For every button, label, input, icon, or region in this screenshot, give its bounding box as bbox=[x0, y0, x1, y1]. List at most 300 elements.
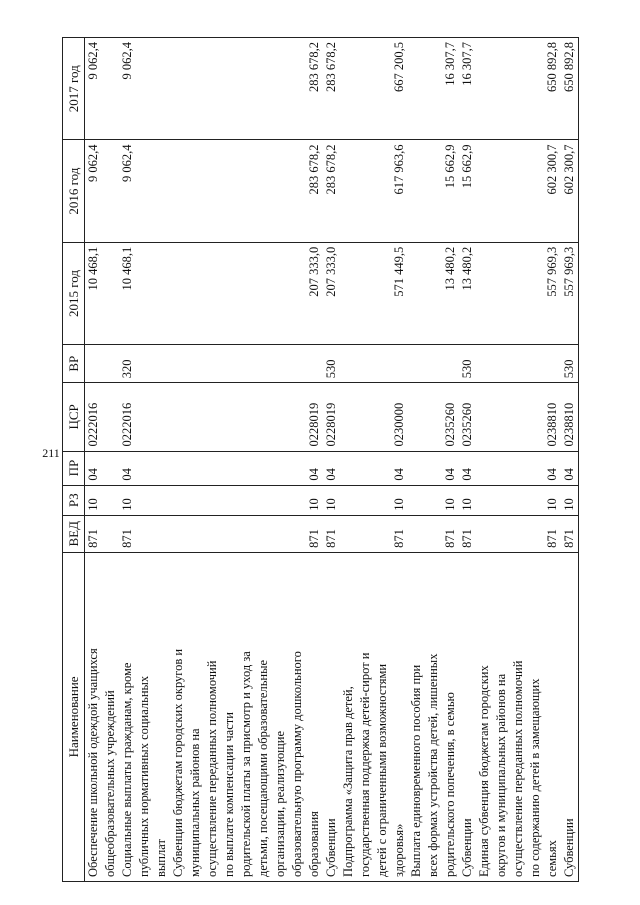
cell-csr bbox=[238, 383, 255, 451]
cell-rz bbox=[408, 485, 425, 515]
table-row bbox=[323, 38, 340, 882]
cell-ved: 871 bbox=[544, 515, 561, 552]
table-row bbox=[510, 38, 527, 882]
cell-name: семьях bbox=[544, 552, 561, 881]
cell-name: детей с ограниченными возможностями bbox=[374, 552, 391, 881]
cell-ved bbox=[187, 515, 204, 552]
cell-2016 bbox=[408, 140, 425, 242]
cell-csr bbox=[340, 383, 357, 451]
cell-pr bbox=[527, 451, 544, 485]
cell-rz bbox=[187, 485, 204, 515]
cell-name: осуществление переданных полномочий bbox=[510, 552, 527, 881]
cell-pr bbox=[238, 451, 255, 485]
cell-name: Субвенции bbox=[323, 552, 340, 881]
cell-pr: 04 bbox=[323, 451, 340, 485]
cell-2016 bbox=[187, 140, 204, 242]
cell-2015: 207 333,0 bbox=[323, 242, 340, 344]
cell-pr: 04 bbox=[391, 451, 408, 485]
cell-vr bbox=[527, 345, 544, 383]
cell-ved: 871 bbox=[119, 515, 136, 552]
cell-2016 bbox=[476, 140, 493, 242]
cell-csr bbox=[476, 383, 493, 451]
cell-vr bbox=[102, 345, 119, 383]
table-body bbox=[85, 38, 579, 882]
table-row bbox=[272, 38, 289, 882]
cell-name: по выплате компенсации части bbox=[221, 552, 238, 881]
cell-2016 bbox=[204, 140, 221, 242]
cell-2017 bbox=[527, 38, 544, 140]
cell-csr bbox=[255, 383, 272, 451]
cell-pr: 04 bbox=[85, 451, 103, 485]
cell-2016: 283 678,2 bbox=[306, 140, 323, 242]
cell-csr: 0235260 bbox=[442, 383, 459, 451]
cell-pr bbox=[204, 451, 221, 485]
table-row bbox=[221, 38, 238, 882]
cell-2017 bbox=[493, 38, 510, 140]
cell-rz bbox=[238, 485, 255, 515]
table-row bbox=[357, 38, 374, 882]
table-row bbox=[391, 38, 408, 882]
table-row bbox=[306, 38, 323, 882]
cell-rz bbox=[102, 485, 119, 515]
cell-ved bbox=[170, 515, 187, 552]
cell-2017 bbox=[289, 38, 306, 140]
cell-ved bbox=[204, 515, 221, 552]
table-row bbox=[425, 38, 442, 882]
header-vr: ВР bbox=[63, 345, 85, 383]
cell-2017 bbox=[374, 38, 391, 140]
cell-2016: 602 300,7 bbox=[544, 140, 561, 242]
cell-name: государственная поддержка детей-сирот и bbox=[357, 552, 374, 881]
cell-csr bbox=[493, 383, 510, 451]
cell-csr bbox=[221, 383, 238, 451]
cell-rz: 10 bbox=[561, 485, 579, 515]
cell-ved: 871 bbox=[85, 515, 103, 552]
table-row bbox=[527, 38, 544, 882]
table-header-row bbox=[63, 38, 85, 882]
table-row bbox=[255, 38, 272, 882]
cell-2017 bbox=[170, 38, 187, 140]
cell-2016: 15 662,9 bbox=[459, 140, 476, 242]
cell-rz: 10 bbox=[442, 485, 459, 515]
cell-2016 bbox=[102, 140, 119, 242]
cell-2015 bbox=[255, 242, 272, 344]
cell-vr bbox=[408, 345, 425, 383]
cell-2017 bbox=[102, 38, 119, 140]
cell-2017 bbox=[153, 38, 170, 140]
cell-ved bbox=[357, 515, 374, 552]
cell-vr bbox=[391, 345, 408, 383]
cell-rz bbox=[153, 485, 170, 515]
cell-name: родительской платы за присмотр и уход за bbox=[238, 552, 255, 881]
cell-2015: 10 468,1 bbox=[85, 242, 103, 344]
table-row bbox=[493, 38, 510, 882]
cell-csr: 0230000 bbox=[391, 383, 408, 451]
budget-table bbox=[62, 37, 579, 882]
cell-2016: 617 963,6 bbox=[391, 140, 408, 242]
cell-2017 bbox=[272, 38, 289, 140]
cell-rz bbox=[510, 485, 527, 515]
cell-2017 bbox=[408, 38, 425, 140]
cell-2017 bbox=[510, 38, 527, 140]
cell-csr: 0228019 bbox=[323, 383, 340, 451]
cell-2016 bbox=[272, 140, 289, 242]
table-row bbox=[136, 38, 153, 882]
cell-rz: 10 bbox=[323, 485, 340, 515]
cell-2016 bbox=[357, 140, 374, 242]
cell-2015 bbox=[510, 242, 527, 344]
cell-csr bbox=[357, 383, 374, 451]
cell-name: образовательную программу дошкольного bbox=[289, 552, 306, 881]
cell-pr bbox=[272, 451, 289, 485]
cell-pr bbox=[136, 451, 153, 485]
cell-vr bbox=[340, 345, 357, 383]
cell-ved bbox=[527, 515, 544, 552]
table-row bbox=[153, 38, 170, 882]
page-number: 211 bbox=[42, 446, 60, 460]
cell-2016: 602 300,7 bbox=[561, 140, 579, 242]
cell-rz bbox=[476, 485, 493, 515]
cell-2015: 10 468,1 bbox=[119, 242, 136, 344]
cell-2016 bbox=[527, 140, 544, 242]
cell-csr bbox=[374, 383, 391, 451]
header-name: Наименование bbox=[63, 552, 85, 881]
cell-2016 bbox=[374, 140, 391, 242]
cell-rz: 10 bbox=[85, 485, 103, 515]
table-row bbox=[561, 38, 579, 882]
table-row bbox=[85, 38, 103, 882]
cell-2016: 283 678,2 bbox=[323, 140, 340, 242]
cell-name: всех формах устройства детей, лишенных bbox=[425, 552, 442, 881]
cell-name: организации, реализующие bbox=[272, 552, 289, 881]
cell-2017: 650 892,8 bbox=[561, 38, 579, 140]
cell-2015 bbox=[357, 242, 374, 344]
cell-2017: 283 678,2 bbox=[323, 38, 340, 140]
cell-vr bbox=[136, 345, 153, 383]
cell-pr bbox=[374, 451, 391, 485]
cell-csr: 0228019 bbox=[306, 383, 323, 451]
cell-2017 bbox=[238, 38, 255, 140]
cell-pr: 04 bbox=[544, 451, 561, 485]
cell-pr bbox=[221, 451, 238, 485]
table-row bbox=[408, 38, 425, 882]
table-row bbox=[289, 38, 306, 882]
cell-ved bbox=[153, 515, 170, 552]
header-2016: 2016 год bbox=[63, 140, 85, 242]
cell-ved: 871 bbox=[442, 515, 459, 552]
cell-2015: 557 969,3 bbox=[561, 242, 579, 344]
cell-vr bbox=[544, 345, 561, 383]
cell-name: Единая субвенция бюджетам городских bbox=[476, 552, 493, 881]
cell-name: по содержанию детей в замещающих bbox=[527, 552, 544, 881]
cell-2016 bbox=[136, 140, 153, 242]
cell-pr bbox=[289, 451, 306, 485]
cell-csr bbox=[408, 383, 425, 451]
cell-2017: 283 678,2 bbox=[306, 38, 323, 140]
cell-2015 bbox=[374, 242, 391, 344]
cell-vr bbox=[476, 345, 493, 383]
cell-2015: 207 333,0 bbox=[306, 242, 323, 344]
cell-ved: 871 bbox=[459, 515, 476, 552]
cell-name: детьми, посещающими образовательные bbox=[255, 552, 272, 881]
cell-pr bbox=[493, 451, 510, 485]
cell-2016 bbox=[289, 140, 306, 242]
cell-name: здоровья» bbox=[391, 552, 408, 881]
cell-csr: 0238810 bbox=[561, 383, 579, 451]
cell-vr bbox=[306, 345, 323, 383]
header-2017: 2017 год bbox=[63, 38, 85, 140]
cell-2015 bbox=[340, 242, 357, 344]
cell-rz bbox=[204, 485, 221, 515]
cell-csr bbox=[527, 383, 544, 451]
cell-2015 bbox=[425, 242, 442, 344]
cell-ved bbox=[238, 515, 255, 552]
cell-pr: 04 bbox=[459, 451, 476, 485]
table-row bbox=[442, 38, 459, 882]
cell-2017 bbox=[187, 38, 204, 140]
cell-ved bbox=[510, 515, 527, 552]
cell-ved: 871 bbox=[561, 515, 579, 552]
cell-vr bbox=[153, 345, 170, 383]
cell-ved bbox=[255, 515, 272, 552]
cell-2016 bbox=[221, 140, 238, 242]
cell-2017 bbox=[255, 38, 272, 140]
cell-pr: 04 bbox=[561, 451, 579, 485]
cell-rz bbox=[357, 485, 374, 515]
cell-csr: 0235260 bbox=[459, 383, 476, 451]
cell-vr bbox=[255, 345, 272, 383]
cell-2017 bbox=[136, 38, 153, 140]
cell-2017: 9 062,4 bbox=[85, 38, 103, 140]
cell-csr bbox=[153, 383, 170, 451]
cell-2017: 650 892,8 bbox=[544, 38, 561, 140]
cell-vr: 320 bbox=[119, 345, 136, 383]
table-row bbox=[459, 38, 476, 882]
cell-pr bbox=[408, 451, 425, 485]
table-row bbox=[102, 38, 119, 882]
cell-ved bbox=[221, 515, 238, 552]
cell-2016 bbox=[340, 140, 357, 242]
table-row bbox=[204, 38, 221, 882]
cell-rz bbox=[289, 485, 306, 515]
cell-2015 bbox=[476, 242, 493, 344]
cell-csr: 0222016 bbox=[85, 383, 103, 451]
cell-name: Выплата единовременного пособия при bbox=[408, 552, 425, 881]
cell-rz bbox=[255, 485, 272, 515]
cell-name: округов и муниципальных районов на bbox=[493, 552, 510, 881]
cell-2015 bbox=[187, 242, 204, 344]
cell-2016: 9 062,4 bbox=[85, 140, 103, 242]
cell-2015: 13 480,2 bbox=[459, 242, 476, 344]
cell-name: публичных нормативных социальных bbox=[136, 552, 153, 881]
cell-2016 bbox=[510, 140, 527, 242]
table-row bbox=[119, 38, 136, 882]
cell-name: муниципальных районов на bbox=[187, 552, 204, 881]
cell-rz: 10 bbox=[119, 485, 136, 515]
cell-rz bbox=[425, 485, 442, 515]
cell-rz bbox=[221, 485, 238, 515]
cell-vr bbox=[510, 345, 527, 383]
cell-vr bbox=[238, 345, 255, 383]
cell-csr bbox=[510, 383, 527, 451]
cell-2015 bbox=[102, 242, 119, 344]
cell-ved: 871 bbox=[323, 515, 340, 552]
cell-2016 bbox=[493, 140, 510, 242]
cell-vr bbox=[170, 345, 187, 383]
cell-rz bbox=[493, 485, 510, 515]
cell-2015 bbox=[289, 242, 306, 344]
cell-name: Субвенции бюджетам городских округов и bbox=[170, 552, 187, 881]
cell-vr bbox=[357, 345, 374, 383]
cell-2015 bbox=[527, 242, 544, 344]
cell-ved bbox=[493, 515, 510, 552]
cell-csr bbox=[204, 383, 221, 451]
cell-2017 bbox=[340, 38, 357, 140]
cell-name: общеобразовательных учреждений bbox=[102, 552, 119, 881]
cell-2016 bbox=[425, 140, 442, 242]
cell-2016: 9 062,4 bbox=[119, 140, 136, 242]
cell-ved bbox=[136, 515, 153, 552]
cell-name: Субвенции bbox=[561, 552, 579, 881]
cell-pr bbox=[102, 451, 119, 485]
cell-csr bbox=[102, 383, 119, 451]
cell-csr: 0222016 bbox=[119, 383, 136, 451]
cell-2017 bbox=[204, 38, 221, 140]
cell-ved bbox=[425, 515, 442, 552]
cell-2015: 557 969,3 bbox=[544, 242, 561, 344]
cell-name: родительского попечения, в семью bbox=[442, 552, 459, 881]
cell-vr bbox=[493, 345, 510, 383]
cell-ved bbox=[272, 515, 289, 552]
cell-vr bbox=[272, 345, 289, 383]
header-rz: РЗ bbox=[63, 485, 85, 515]
cell-rz: 10 bbox=[459, 485, 476, 515]
rotated-table-wrapper bbox=[62, 37, 604, 882]
cell-2015 bbox=[204, 242, 221, 344]
cell-ved: 871 bbox=[391, 515, 408, 552]
cell-vr bbox=[187, 345, 204, 383]
cell-vr bbox=[204, 345, 221, 383]
cell-2017: 667 200,5 bbox=[391, 38, 408, 140]
cell-csr bbox=[136, 383, 153, 451]
cell-ved bbox=[289, 515, 306, 552]
cell-2016: 15 662,9 bbox=[442, 140, 459, 242]
cell-pr bbox=[187, 451, 204, 485]
cell-csr: 0238810 bbox=[544, 383, 561, 451]
cell-vr bbox=[289, 345, 306, 383]
cell-rz bbox=[374, 485, 391, 515]
cell-rz: 10 bbox=[306, 485, 323, 515]
cell-vr bbox=[425, 345, 442, 383]
cell-2015 bbox=[153, 242, 170, 344]
cell-2015 bbox=[493, 242, 510, 344]
cell-ved: 871 bbox=[306, 515, 323, 552]
cell-rz: 10 bbox=[391, 485, 408, 515]
cell-2017: 9 062,4 bbox=[119, 38, 136, 140]
cell-2015 bbox=[238, 242, 255, 344]
cell-rz bbox=[340, 485, 357, 515]
cell-name: Субвенции bbox=[459, 552, 476, 881]
header-csr: ЦСР bbox=[63, 383, 85, 451]
cell-name: Социальные выплаты гражданам, кроме bbox=[119, 552, 136, 881]
cell-2016 bbox=[255, 140, 272, 242]
table-row bbox=[340, 38, 357, 882]
cell-2016 bbox=[170, 140, 187, 242]
cell-vr: 530 bbox=[459, 345, 476, 383]
cell-vr bbox=[221, 345, 238, 383]
cell-rz bbox=[170, 485, 187, 515]
cell-name: выплат bbox=[153, 552, 170, 881]
cell-2017 bbox=[425, 38, 442, 140]
cell-2015 bbox=[221, 242, 238, 344]
cell-2017 bbox=[357, 38, 374, 140]
cell-pr bbox=[510, 451, 527, 485]
cell-ved bbox=[102, 515, 119, 552]
table-row bbox=[476, 38, 493, 882]
cell-csr bbox=[272, 383, 289, 451]
table-row bbox=[544, 38, 561, 882]
table-row bbox=[187, 38, 204, 882]
cell-pr: 04 bbox=[442, 451, 459, 485]
cell-vr: 530 bbox=[323, 345, 340, 383]
cell-ved bbox=[340, 515, 357, 552]
cell-vr bbox=[374, 345, 391, 383]
cell-pr bbox=[170, 451, 187, 485]
cell-2015: 571 449,5 bbox=[391, 242, 408, 344]
cell-2015 bbox=[408, 242, 425, 344]
cell-ved bbox=[408, 515, 425, 552]
header-ved: ВЕД bbox=[63, 515, 85, 552]
cell-pr: 04 bbox=[306, 451, 323, 485]
cell-rz bbox=[272, 485, 289, 515]
cell-name: Обеспечение школьной одеждой учащихся bbox=[85, 552, 103, 881]
cell-rz bbox=[136, 485, 153, 515]
table-row bbox=[170, 38, 187, 882]
cell-2017: 16 307,7 bbox=[442, 38, 459, 140]
cell-vr bbox=[442, 345, 459, 383]
cell-rz bbox=[527, 485, 544, 515]
cell-csr bbox=[425, 383, 442, 451]
cell-vr bbox=[85, 345, 103, 383]
cell-2015 bbox=[170, 242, 187, 344]
cell-2015 bbox=[272, 242, 289, 344]
cell-csr bbox=[289, 383, 306, 451]
cell-pr: 04 bbox=[119, 451, 136, 485]
cell-name: Подпрограмма «Защита прав детей, bbox=[340, 552, 357, 881]
cell-pr bbox=[255, 451, 272, 485]
header-2015: 2015 год bbox=[63, 242, 85, 344]
cell-pr bbox=[153, 451, 170, 485]
cell-rz: 10 bbox=[544, 485, 561, 515]
cell-ved bbox=[374, 515, 391, 552]
cell-csr bbox=[170, 383, 187, 451]
cell-ved bbox=[476, 515, 493, 552]
cell-2016 bbox=[153, 140, 170, 242]
cell-pr bbox=[357, 451, 374, 485]
cell-pr bbox=[340, 451, 357, 485]
cell-2017: 16 307,7 bbox=[459, 38, 476, 140]
header-pr: ПР bbox=[63, 451, 85, 485]
cell-2015 bbox=[136, 242, 153, 344]
cell-name: осуществление переданных полномочий bbox=[204, 552, 221, 881]
cell-2015: 13 480,2 bbox=[442, 242, 459, 344]
cell-2017 bbox=[476, 38, 493, 140]
cell-csr bbox=[187, 383, 204, 451]
cell-2016 bbox=[238, 140, 255, 242]
table-row bbox=[238, 38, 255, 882]
cell-2017 bbox=[221, 38, 238, 140]
table-row bbox=[374, 38, 391, 882]
